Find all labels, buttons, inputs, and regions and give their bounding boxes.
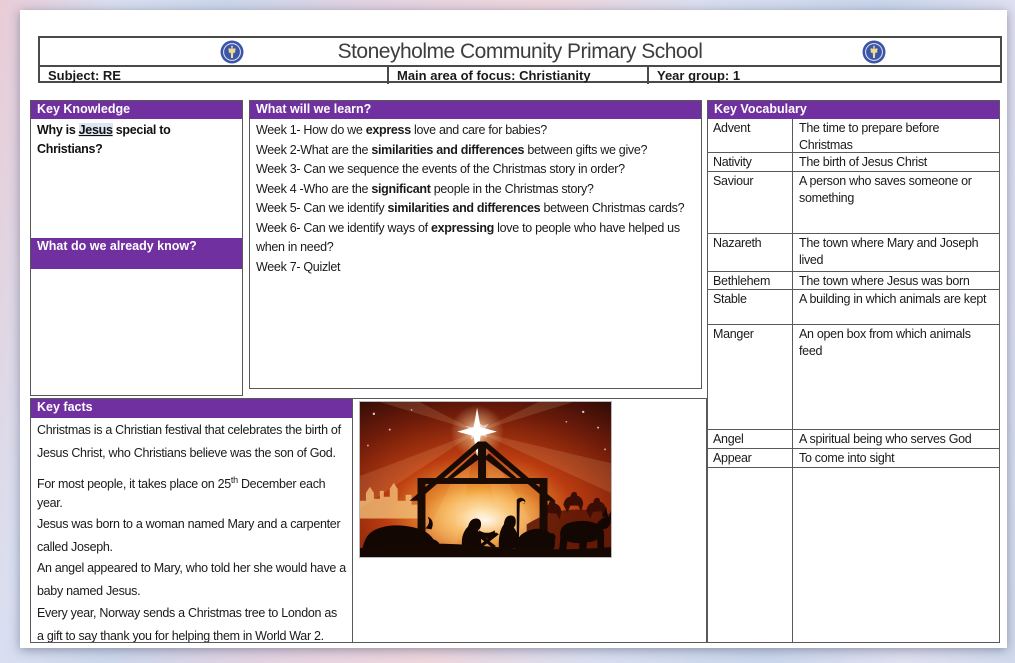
vocabulary-definition: A building in which animals are kept <box>799 292 987 306</box>
key-vocabulary-header: Key Vocabulary <box>708 101 999 119</box>
key-vocabulary-panel <box>707 100 1000 643</box>
school-name: Stoneyholme Community Primary School <box>337 39 703 63</box>
vocabulary-term: Nazareth <box>708 234 793 271</box>
key-knowledge-panel <box>30 100 243 396</box>
key-knowledge-body <box>31 119 242 238</box>
week-item: Week 7- Quizlet <box>256 259 341 274</box>
vocabulary-row <box>708 468 999 642</box>
vocabulary-definition <box>793 468 999 642</box>
vocabulary-row <box>708 325 999 430</box>
vocabulary-definition: An open box from which animals feed <box>799 327 971 358</box>
header-meta-row <box>40 65 1000 84</box>
week-item: Week 5- Can we identify similarities and differences between Christmas cards? <box>256 201 685 215</box>
week-item: Week 3- Can we sequence the events of the Christmas story in order? <box>256 162 625 176</box>
key-fact: For most people, it takes place on 25th December each year. <box>37 475 326 511</box>
vocabulary-definition: The birth of Jesus Christ <box>799 155 927 169</box>
vocabulary-definition: The town where Jesus was born <box>799 274 970 288</box>
vocabulary-definition: The town where Mary and Joseph lived <box>799 236 979 267</box>
vocabulary-definition: A spiritual being who serves God <box>799 432 972 446</box>
school-crest-icon <box>862 40 886 64</box>
vocabulary-term: Manger <box>708 325 793 429</box>
vocabulary-rows <box>708 119 999 642</box>
header-title-row <box>40 38 1000 65</box>
what-will-we-learn-header: What will we learn? <box>250 101 701 119</box>
vocabulary-term: Nativity <box>708 153 793 171</box>
vocabulary-term <box>708 468 793 642</box>
vocabulary-row <box>708 119 999 153</box>
vocabulary-definition: To come into sight <box>799 451 895 465</box>
key-fact: Jesus was born to a woman named Mary and a carpenter called Joseph. <box>37 517 341 555</box>
vocabulary-row <box>708 234 999 272</box>
nativity-scene-image <box>359 401 612 558</box>
week-item: Week 6- Can we identify ways of expressing love to people who have helped us when in need? <box>256 220 680 254</box>
week-item: Week 1- How do we express love and care for babies? <box>256 123 547 137</box>
already-know-body <box>31 269 242 396</box>
key-facts-table <box>30 398 707 643</box>
key-fact: An angel appeared to Mary, who told her she would have a baby named Jesus. <box>37 561 346 599</box>
school-crest-icon <box>220 40 244 64</box>
vocabulary-term: Bethlehem <box>708 272 793 289</box>
vocabulary-term: Advent <box>708 119 793 152</box>
week-item: Week 4 -Who are the significant people in the Christmas story? <box>256 181 594 196</box>
weeks-list <box>250 119 701 279</box>
vocabulary-definition: The time to prepare before Christmas <box>799 121 940 152</box>
highlighted-word: Jesus <box>78 123 113 137</box>
week-item: Week 2-What are the similarities and differences between gifts we give? <box>256 142 648 157</box>
vocabulary-row <box>708 290 999 325</box>
key-knowledge-header: Key Knowledge <box>31 101 242 119</box>
vocabulary-row <box>708 172 999 234</box>
vocabulary-row <box>708 153 999 172</box>
year-group-cell: Year group: 1 <box>647 67 1000 84</box>
key-question: Why is Jesus special to Christians? <box>37 123 171 156</box>
key-facts-body <box>31 418 352 642</box>
key-fact: Christmas is a Christian festival that celebrates the birth of Jesus Christ, who Christians believe was the son of God. <box>37 423 341 461</box>
vocabulary-row <box>708 430 999 449</box>
key-facts-header: Key facts <box>31 399 352 418</box>
already-know-header: What do we already know? <box>31 238 242 269</box>
document-page <box>20 10 1007 648</box>
key-fact: Every year, Norway sends a Christmas tree to London as a gift to say thank you for helping them in World War 2. <box>37 605 337 642</box>
picture-cell <box>353 399 706 642</box>
vocabulary-term: Stable <box>708 290 793 324</box>
what-will-we-learn-panel <box>249 100 702 389</box>
header-table <box>38 36 1002 83</box>
vocabulary-row <box>708 272 999 290</box>
vocabulary-term: Angel <box>708 430 793 448</box>
key-facts-cell <box>31 399 353 642</box>
vocabulary-term: Appear <box>708 449 793 467</box>
vocabulary-definition: A person who saves someone or something <box>799 174 972 205</box>
vocabulary-term: Saviour <box>708 172 793 233</box>
focus-cell: Main area of focus: Christianity <box>387 67 647 84</box>
vocabulary-row <box>708 449 999 468</box>
subject-cell: Subject: RE <box>48 68 121 83</box>
